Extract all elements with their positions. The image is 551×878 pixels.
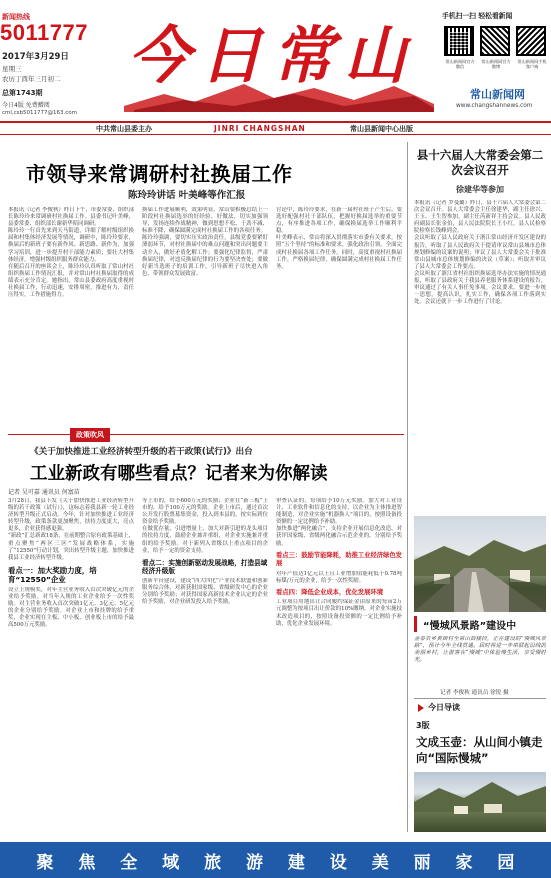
site-name[interactable]: 常山新闻网 xyxy=(470,88,525,101)
slogan-char: 家 xyxy=(455,852,473,873)
masthead-bar xyxy=(0,121,551,135)
lead-headline: 市领导来常调研村社换届工作 xyxy=(26,162,293,186)
road-photo xyxy=(414,516,546,612)
policy-col-1-text: 3月28日，我县下发《关于加快推进工业经济转型升级的若干政策（试行）》，这标志着我县新一轮工业经济转型升级正式启动。今年，针对加快推进工业经济转型升级，政策条款更加聚焦，扶持力度更大，亮点更多，企业获得感更强。 “新政”汇总新政18条，在前期整合原有政策基础上，重点聚焦“两区三区”发展战略体系，实施了“12550”行动计划，突出转型升级主题，加快推进我县工业经济转型升级。 xyxy=(8,498,134,561)
preview-label: 今日导读 xyxy=(428,703,460,712)
contact-email: cml,csb5011777@163.com xyxy=(2,110,78,116)
bar-pinyin: JINRI CHANGSHAN xyxy=(214,124,306,133)
masthead-info xyxy=(0,8,110,120)
issue-number: 总第1743期 xyxy=(2,89,43,97)
policy-col-3b-text: 对年产值达1亿元以上且工业增加值能耗低于0.78吨标煤/万元的企业，给予一次性奖励。 xyxy=(276,570,402,584)
photo-scene xyxy=(414,516,546,612)
lead-col-2: 换届工作进展顺利，效果明显。常山要积极总结上一阶段村社换届选举的好经验、好做法，切实加强领导，发扬连续作战精神，做到思想不松、干劲不减、标准不降，确保圆满完成村社换届工作的各项任务。 陈玲玲强调，要切实压实政治责任，县级党委要紧盯薄弱环节，对村社换届中的难点问题和突出问题要主动介入，做好矛盾化解工作；要强化纪律监督，严肃换届纪律，对违反换届纪律的行为要坚决查处；要做好新当选班子的培训工作，引导新班子尽快进入角色，带领群众发展致富。 xyxy=(142,207,268,277)
masthead-logo xyxy=(110,4,440,118)
policy-col-2-text: 等上市的，给予600万元的奖励；企业在“新三板”上市的，给予100万元的奖励。企业上市后，通过首次公开发行股票募集资金，投入到本县的，按实际到位资金给予奖励。 在做优存量，引进增量上，加大对新引进的龙头项目的扶持力度，鼓励企业兼并重组，对企业实施兼并重组的给予奖励。对于新列入省级以上重点项目的企业，给予一定的资金支持。 xyxy=(142,498,268,554)
slogan-char: 域 xyxy=(162,852,180,873)
policy-kicker: 《关于加快推进工业经济转型升级的若干政策(试行)》出台 xyxy=(30,447,253,457)
preview-headline[interactable]: 文成玉壶：从山间小镇走向“国际慢城” xyxy=(416,735,543,765)
policy-column-3 xyxy=(276,498,402,836)
corner-headline: “慢城风景路”建设中 xyxy=(423,621,517,632)
issue-pages: 今日4版 免费赠阅 xyxy=(2,102,50,109)
hotline-number: 5011777 xyxy=(0,20,88,45)
logo-title: 今日常山 xyxy=(128,19,417,92)
slogan-char: 聚 xyxy=(36,852,54,873)
slogan-bar xyxy=(0,842,551,878)
section-label: 政策吹风 xyxy=(70,428,110,442)
lead-col-3: 讨论中，陈玲玲要求，在新一届村社班子产生后，要选好配强村社干部队伍，把握好换届选举的重要节点，有序推进各项工作，确保换届选举工作顺利平稳。 叶美峰表示，常山将深入贯彻落实市委有关要求，按照“五个坚持”的标准和要求，强化政治引领，全面完成村社换届各项工作任务。同时，高度重视村社换届工作，严格换届纪律，确保圆满完成村社换届工作任务。 xyxy=(276,207,402,270)
lead-col-1: 本报讯（记者 李俊秋）昨日下午，市委常委、组织部长陈玲玲来常调研村社换届工作。县委书记叶美峰，县委常委、组织部长谢新华陪同调研。 陈玲玲一行首先来到天马街道，详细了解村级组织换届和村集体经济发展等情况，调研中，陈玲玲要求，换届后的新班子要有新作风、新思路、新作为，加强学习培训，进一步提升村干部能力素质；要壮大村集体经济，增强村级组织服务群众能力。 在随后召开的座谈会上，陈玲玲认真听取了常山村社组织换届工作情况汇报，并对常山村社换届取得的成绩表示充分肯定。她指出，常山县委政府高度重视村社换届工作，行动迅速，安排周密，推进有力，责任压得实，工作措施得力。 xyxy=(8,207,134,299)
slogan-char: 美 xyxy=(371,852,389,873)
policy-point-4: 看点四：降低企业成本，优化发展环境 xyxy=(276,588,384,596)
preview-arrow-icon xyxy=(418,704,424,712)
side-subhead: 徐建华等参加 xyxy=(456,185,504,194)
column-divider xyxy=(407,142,408,832)
slogan-char: 旅 xyxy=(204,852,222,873)
policy-byline: 记者 吴可嘉 通讯员 何富苗 xyxy=(8,489,80,496)
policy-col-3-text: 审查认证的，每项给予10万元奖励。加大对工业设计、工业软件和信息化的支持，以企业为主体推进智能制造，对企业实施“机器换人”项目的，按照设备投资额的一定比例给予补助。 加快推进“两化融合”，支持企业开展信息化改造，对获评国家级、省级两化融合示范企业的，分别给予奖励。 xyxy=(276,498,402,547)
corner-headline-bar xyxy=(414,616,546,632)
slogan-char: 全 xyxy=(120,852,138,873)
issue-date: 2017年3月29日 xyxy=(2,52,69,62)
policy-point-2: 看点二：实施创新驱动发展战略，打造县域经济升级版 xyxy=(142,558,268,576)
qr-caption: 常山新闻网官方微博 xyxy=(481,59,511,69)
qr-code-row xyxy=(444,26,548,76)
slogan-char: 园 xyxy=(497,852,515,873)
qr-caption: 常山新闻网手机客户端 xyxy=(517,59,547,69)
masthead-right xyxy=(440,6,551,118)
slogan-char: 游 xyxy=(245,852,263,873)
slogan-char: 丽 xyxy=(413,852,431,873)
site-url[interactable]: www.changshannews.com xyxy=(456,103,533,109)
side-body: 本报讯（记者 罗曼璐）昨日，县十六届人大常委会第二次会议召开。县人大常委会主任徐建华，副主任徐兴、王玉、王生智参加。副主任芮新祥主持会议。县人民政府副县长张金伯，县人民法院院长王小红，县人民检察院检察长钱峰到会。 会议听取了县人民政府关于浙江常山经济开发区建设的报告，听取了县人民政府关于提请审议常山县城市总体规划修编的议案的说明；审议了县人大常委会关于批准常山县城市总体规划修编的决议（草案）；听取并审议了县人大常委会工作要点。 会议听取了浙江省村社组织换届选举办法实施的情况通报，听取了县政府关于我县养老服务体系建设的报告，审议通过了有关人事任免事项。会议要求，要进一步统一思想，提高认识，扎实工作，确保各项工作落到实处。会议还就下一步工作进行了讨论。 xyxy=(414,200,546,306)
scan-label: 手机扫一扫 轻松看新闻 xyxy=(442,12,513,20)
lunar-date: 农历丁酉年三月初二 xyxy=(2,75,61,83)
hotline-label: 新闻热线 xyxy=(2,13,30,21)
issue-weekday: 星期三 xyxy=(2,65,22,73)
bar-publisher: 常山县新闻中心出版 xyxy=(350,125,413,133)
corner-caption: 金泰若乡黄茵村至常山鼓楼段，正在建设的“慢城风景路”，预计今年全线贯通。届时将进一步串联起沿线的美丽乡村，让游客在“慢城”中体验慢生活，享受慢时光。 xyxy=(414,636,546,664)
preview-photo xyxy=(414,772,546,832)
policy-column-1 xyxy=(8,498,134,836)
lead-subhead: 陈玲玲讲话 叶美峰等作汇报 xyxy=(128,190,246,201)
bar-sponsor: 中共常山县委主办 xyxy=(96,125,152,133)
policy-headline: 工业新政有哪些看点？记者来为你解读 xyxy=(30,464,328,484)
slogan-char: 设 xyxy=(329,852,347,873)
policy-col-1b-text: 设立上规模奖，对年主营业务收入首次突破亿元的企业给予奖励。对当年入规的工业企业给予一次性奖励。对主营业务收入首次突破1亿元、3亿元、5亿元的企业分别给予奖励。对企业上市和挂牌的给予重奖，企业实现在主板、中小板、创业板上市的给予最高500万元奖励。 xyxy=(8,586,134,629)
policy-col-3c-text: 工业项目用地出让合同履约保证金由原来的每亩2万元调整为按项目出让价款的10%缴纳。对企业实施技术改造项目的，按照设备投资额的一定比例给予补助，优化企业发展环境。 xyxy=(276,599,402,627)
policy-point-3: 看点三：鼓励节能降耗，助推工业经济绿色发展 xyxy=(276,551,402,568)
qr-code-icon[interactable] xyxy=(480,26,510,56)
corner-credit: 记者 李俊秋 通讯员 徐锐 摄 xyxy=(440,690,509,696)
section-divider xyxy=(8,434,404,435)
preview-page[interactable]: 3版 xyxy=(416,721,430,730)
slogan-char: 建 xyxy=(287,852,305,873)
preview-scene xyxy=(414,772,546,832)
qr-caption: 常山新闻网官方微信 xyxy=(445,59,475,69)
side-headline: 县十六届人大常委会第二次会议召开 xyxy=(416,148,544,177)
qr-code-icon[interactable] xyxy=(444,26,474,56)
qr-code-icon[interactable] xyxy=(516,26,546,56)
policy-col-2b-text: 创新平台建设，建设“四大四化”产业技术联盟和创新服务综合体，对新获批国家级、省级研发中心的企业分别给予奖励；对获得国家高新技术企业认定的企业给予奖励，对企业研发投入给予奖励。 xyxy=(142,577,268,606)
preview-label-bar xyxy=(414,698,546,714)
slogan-char: 焦 xyxy=(78,852,96,873)
policy-point-1: 看点一：加大奖励力度，培育“12550”企业 xyxy=(8,565,97,585)
policy-column-2 xyxy=(142,498,268,836)
